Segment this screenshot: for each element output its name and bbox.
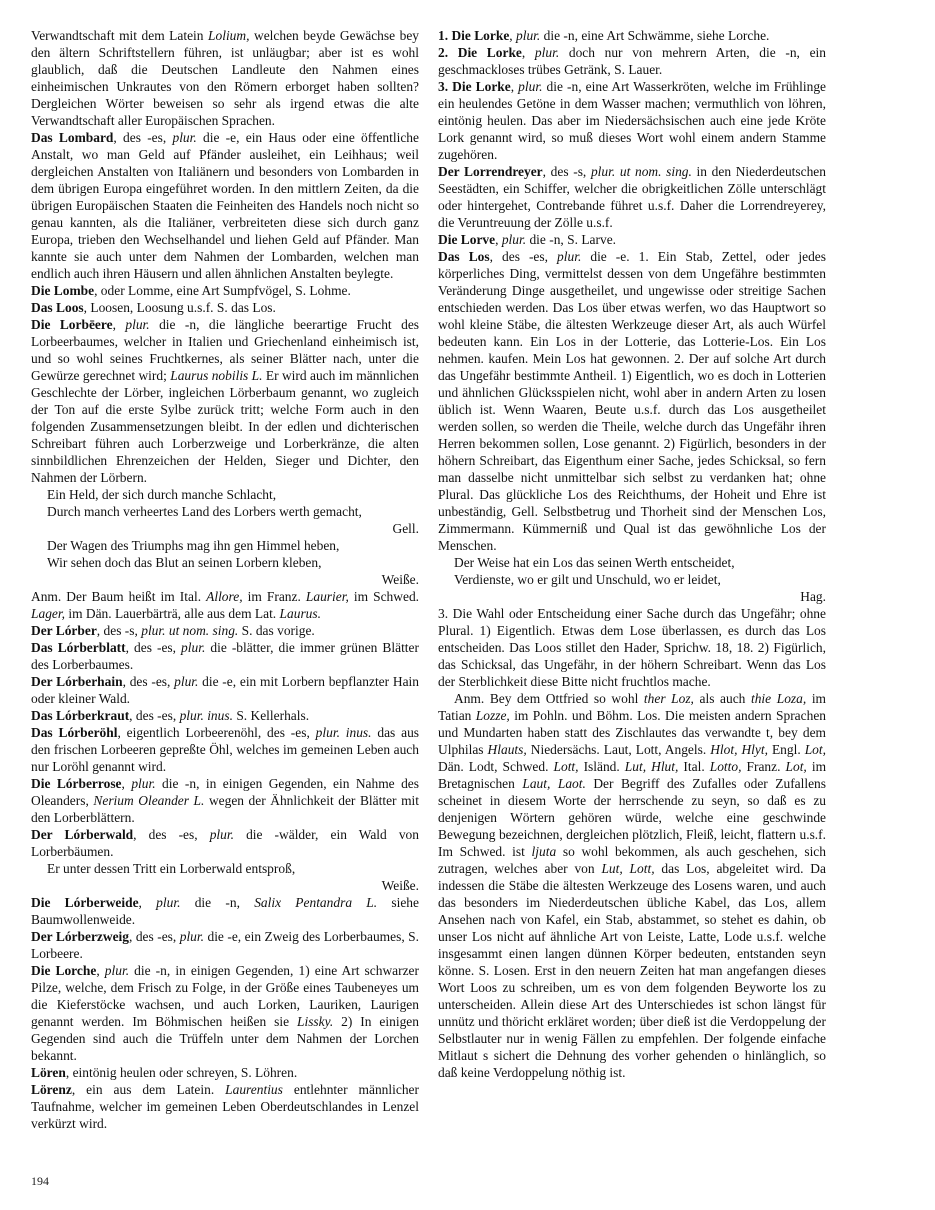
quote-author: Gell. [392,521,419,536]
dictionary-entry: Die Lorve, plur. die -n, S. Larve. [438,232,617,247]
verse-line: Durch manch verheertes Land des Lorbers werth gemacht, [47,504,362,519]
dictionary-entry: Der Lórber, des -s, plur. ut nom. sing. S. das vorige. [31,623,315,638]
dictionary-entry: Das Lórberöhl, eigentlich Lorbeerenöhl, des -es, plur. inus. das aus den frischen Lorbeeren gepreßte Öhl, welches im gemeinen Leben auch nur Loröhl genannt wird. [31,725,420,774]
dictionary-entry: Das Loos, Loosen, Loosung u.s.f. S. das Los. [31,300,276,315]
dictionary-entry: Das Lórberblatt, des -es, plur. die -blätter, die immer grünen Blätter des Lorberbaumes. [31,640,419,672]
quote-author: Weiße. [381,878,419,893]
dictionary-entry: Das Lombard, des -es, plur. die -e, ein Haus oder eine öffentliche Anstalt, wo man Geld auf Pfänder ausleihet, ein Leihhaus; weil dergleichen Anstalten von Italiänern und besonders von Lombarden in dem übrigen Europa eingeführet worden. In den mittlern Zeiten, da die übrigen Europäischen Staaten die Feinheiten des Handels noch nicht so genau kannten, als die Italiäner, verbreiteten diese sich durch ganz Europa, trieben den Wechselhandel und liehen Geld auf Pfänder. Man kannte sie auch unter dem Nahmen der Lombarden, welchen man endlich auch ihren Häusern und allen ähnlichen Anstalten beylegte. [31,130,419,281]
dictionary-entry: 3. Die Wahl oder Entscheidung einer Sache durch das Ungefähr; ohne Plural. 1) Eigentlich. Etwas dem Lose überlassen, es durch das Los entscheiden. Das Loos stillet den Hader, Sprichw. 18, 18. 2) Figürlich, das Schicksal, das Ungefähr, in der höhern Schreibart. Wenn das Los der Sterblichkeit diese Bitte nicht fruchtlos mache. [438,606,826,689]
dictionary-entry: Die Lombe, oder Lomme, eine Art Sumpfvögel, S. Lohme. [31,283,351,298]
dictionary-entry: Der Lórberwald, des -es, plur. die -wälder, ein Wald von Lorberbäumen. [31,827,419,859]
dictionary-entry: Die Lórberweide, plur. die -n, Salix Pentandra L. siehe Baumwollenweide. [31,895,419,927]
verse-line: Verdienste, wo er gilt und Unschuld, wo er leidet, [454,572,721,587]
dictionary-entry: 2. Die Lorke, plur. doch nur von mehrern Arten, die -n, ein geschmackloses trübes Getränk, S. Lauer. [438,45,826,77]
dictionary-entry: Das Lórberkraut, des -es, plur. inus. S. Kellerhals. [31,708,310,723]
verse-line: Er unter dessen Tritt ein Lorberwald entsproß, [47,861,296,876]
dictionary-entry: 1. Die Lorke, plur. die -n, eine Art Schwämme, siehe Lorche. [438,28,770,43]
verse-line: Der Weise hat ein Los das seinen Werth entscheidet, [454,555,735,570]
dictionary-entry: Die Lorbēere, plur. die -n, die längliche beerartige Frucht des Lorbeerbaumes, welcher in Italien und Griechenland einheimisch ist, und so wohl seines Fruchtkernes, als seiner Blätter nach, unter die Gewürze gerechnet wird; Laurus nobilis L. Er wird auch im männlichen Geschlechte der Lörber, ingleichen Lörberbaum genannt, wo zugleich der Ton auf die erste Sylbe zurück tritt; welche Form auch in den folgenden Zusammensetzungen bleibt. In der edlen und dichterischen Schreibart führen auch Lorberzweige und Lorberkränze, die alten sinnbildlichen Ehrenzeichen der Helden, Sieger und Dichter, den Nahmen der Lörbern. [31,317,420,485]
dictionary-entry: Die Lórberrose, plur. die -n, in einigen Gegenden, ein Nahme des Oleanders, Nerium Oleander L. wegen der Ähnlichkeit der Blätter mit den Lorberblättern. [31,776,419,825]
dictionary-entry: Das Los, des -es, plur. die -e. 1. Ein Stab, Zettel, oder jedes körperliches Ding, vermittelst dessen von dem Ungefähre bestimmten Veränderung Dinge ausgetheilet, und ungewisse oder streitige Sachen entschieden werden. Das Los über etwas werfen, wo das Hauptwort so wohl kleine Stäbe, die ältesten Werkzeuge dieser Art, als auch Würfel bedeuten kann. Ein Los in der Lotterie, das Lotterie-Los. Ein Los nehmen. kaufen. Mein Los hat gewonnen. 2. Der auf solche Art durch das Ungefähr bestimmte Antheil. 1) Eigentlich, wo es doch in Lotterien und ähnlichen Glücksspielen nicht, wohl aber in andern Arten zu losen üblich ist. Wenn Waaren, Beute u.s.f. durch das Los ausgetheilet werden sollen, so werden die Theile, welche durch das Ungefähr ihren Herren bekommen sollen, Lose genannt. 2) Figürlich, besonders in der höhern Schreibart, das Eigenthum einer Sache, jedes Schicksal, so fern man dasselbe nicht unmittelbar sich selbst zu verdanken hat; ohne Plural. Das glückliche Los des Reichthums, der Hoheit und Ehre ist unbeständig, Gell. Selbstbetrug und Thorheit sind der Menschen Los, Zimmermann. Kümmerniß und Qual ist das gewöhnliche Los der Menschen. [438,249,826,553]
dictionary-entry: Der Lorrendreyer, des -s, plur. ut nom. sing. in den Niederdeutschen Seestädten, ein Schiffer, welcher die obrigkeitlichen Zölle unterschlägt oder hintergehet, Contrebande führet u.s.f. Daher die Lorrendreyerey, die Veruntreuung der Zölle u.s.f. [438,164,826,230]
verse-line: Der Wagen des Triumphs mag ihn gen Himmel heben, [47,538,340,553]
quote-author: Weiße. [381,572,419,587]
dictionary-entry: Anm. Der Baum heißt im Ital. Allore, im Franz. Laurier, im Schwed. Lager, im Dän. Lauerbärträ, alle aus dem Lat. Laurus. [31,589,420,621]
verse-line: Ein Held, der sich durch manche Schlacht, [47,487,277,502]
dictionary-entry: 3. Die Lorke, plur. die -n, eine Art Wasserkröten, welche im Frühlinge ein heulendes Getöne in dem Wasser machen; vermuthlich von löhren, eintönig heulen. Das aber im Niedersächsischen auch eine jede Kröte Lork genannt wird, so muß dieses Wort wohl einem andern Stamme zugehören. [438,79,826,162]
dictionary-entry: Verwandtschaft mit dem Latein Lolium, welchen beyde Gewächse bey den ältern Schriftstellern führen, ist unläugbar; aber ist es wohl glaublich, daß die Deutschen Landleute den Nahmen eines einheimischen Unkrautes von den Römern erborget haben sollten? Dergleichen Wörter beweisen so sehr als irgend etwas die alte Verwandtschaft aller Europäischen Sprachen. [31,28,419,128]
dictionary-entry: Der Lórberzweig, des -es, plur. die -e, ein Zweig des Lorberbaumes, S. Lorbeere. [31,929,419,961]
page-number: 194 [31,1174,49,1188]
right-column [438,27,826,1081]
dictionary-entry: Lören, eintönig heulen oder schreyen, S. Löhren. [31,1065,298,1080]
left-column [31,27,419,1132]
verse-line: Wir sehen doch das Blut an seinen Lorbern kleben, [47,555,322,570]
dictionary-entry: Lörenz, ein aus dem Latein. Laurentius entlehnter männlicher Taufnahme, welcher im gemeinen Leben Oberdeutschlandes in Lenzel verkürzt wird. [31,1082,419,1131]
quote-author: Hag. [800,589,826,604]
dictionary-entry: Der Lórberhain, des -es, plur. die -e, ein mit Lorbern bepflanzter Hain oder kleiner Wald. [31,674,419,706]
annotation-paragraph: Anm. Bey dem Ottfried so wohl ther Loz, als auch thie Loza, im Tatian Lozze, im Pohln. und Böhm. Los. Die meisten andern Sprachen und Mundarten haben statt des Zischlautes das verwandte t, bey dem Ulphilas Hlauts, Niedersächs. Laut, Lott, Angels. Hlot, Hlyt, Engl. Lot, Dän. Lodt, Schwed. Lott, Isländ. Lut, Hlut, Ital. Lotto, Franz. Lot, im Bretagnischen Laut, Laot. Der Begriff des Zufalles oder Zufallens scheinet in diesem Worte der herrschende zu seyn, so daß es zu denjenigen Wörtern gehören würde, welche eine geschwinde Bewegung bezeichnen, dergleichen plötzlich, Fleiß, leicht, flattern u.s.f. Im Schwed. ist ljuta so wohl bekommen, als auch geschehen, sich zutragen, welches aber von Lut, Lott, das Los, abgeleitet wird. Da indessen die Stäbe die ältesten Werkzeuge des Losens waren, und auch das besonders im Niederdeutschen übliche Kabel, das Los, allem Ansehen nach von Kafel, ein Stab, abstammet, so stehet es dahin, ob unser Los nicht auf ähnliche Art von Leiste, Latte, Lode u.s.f. welche insgesammt einen langen dünnen Körper bedeuten, entstanden seyn könne. S. Losen. Erst in den neuern Zeiten hat man angefangen dieses Wort Loos zu schreiben, um es von dem folgenden Beyworte los zu unterscheiden. Allein diese Art des Unterschiedes ist schon längst für unnütz und thöricht erkläret worden; über dieß ist die Verdoppelung der Selbstlauter nur in wenig Fällen zu empfehlen. Der folgende einfache Mitlaut s sichert die Dehnung des vorher gehenden o hinlänglich, so daß keine Verdoppelung nöthig ist. [438,691,827,1080]
dictionary-entry: Die Lorche, plur. die -n, in einigen Gegenden, 1) eine Art schwarzer Pilze, welche, dem Frisch zu Folge, in der Größe eines Taubeneyes um die Kieferstöcke wachsen, und auch Lorken, Lauriken, Laurigen genannt werden. Im Böhmischen heißen sie Lissky. 2) In einigen Gegenden sind auch die Trüffeln unter dem Nahmen der Lorchen bekannt. [31,963,419,1063]
